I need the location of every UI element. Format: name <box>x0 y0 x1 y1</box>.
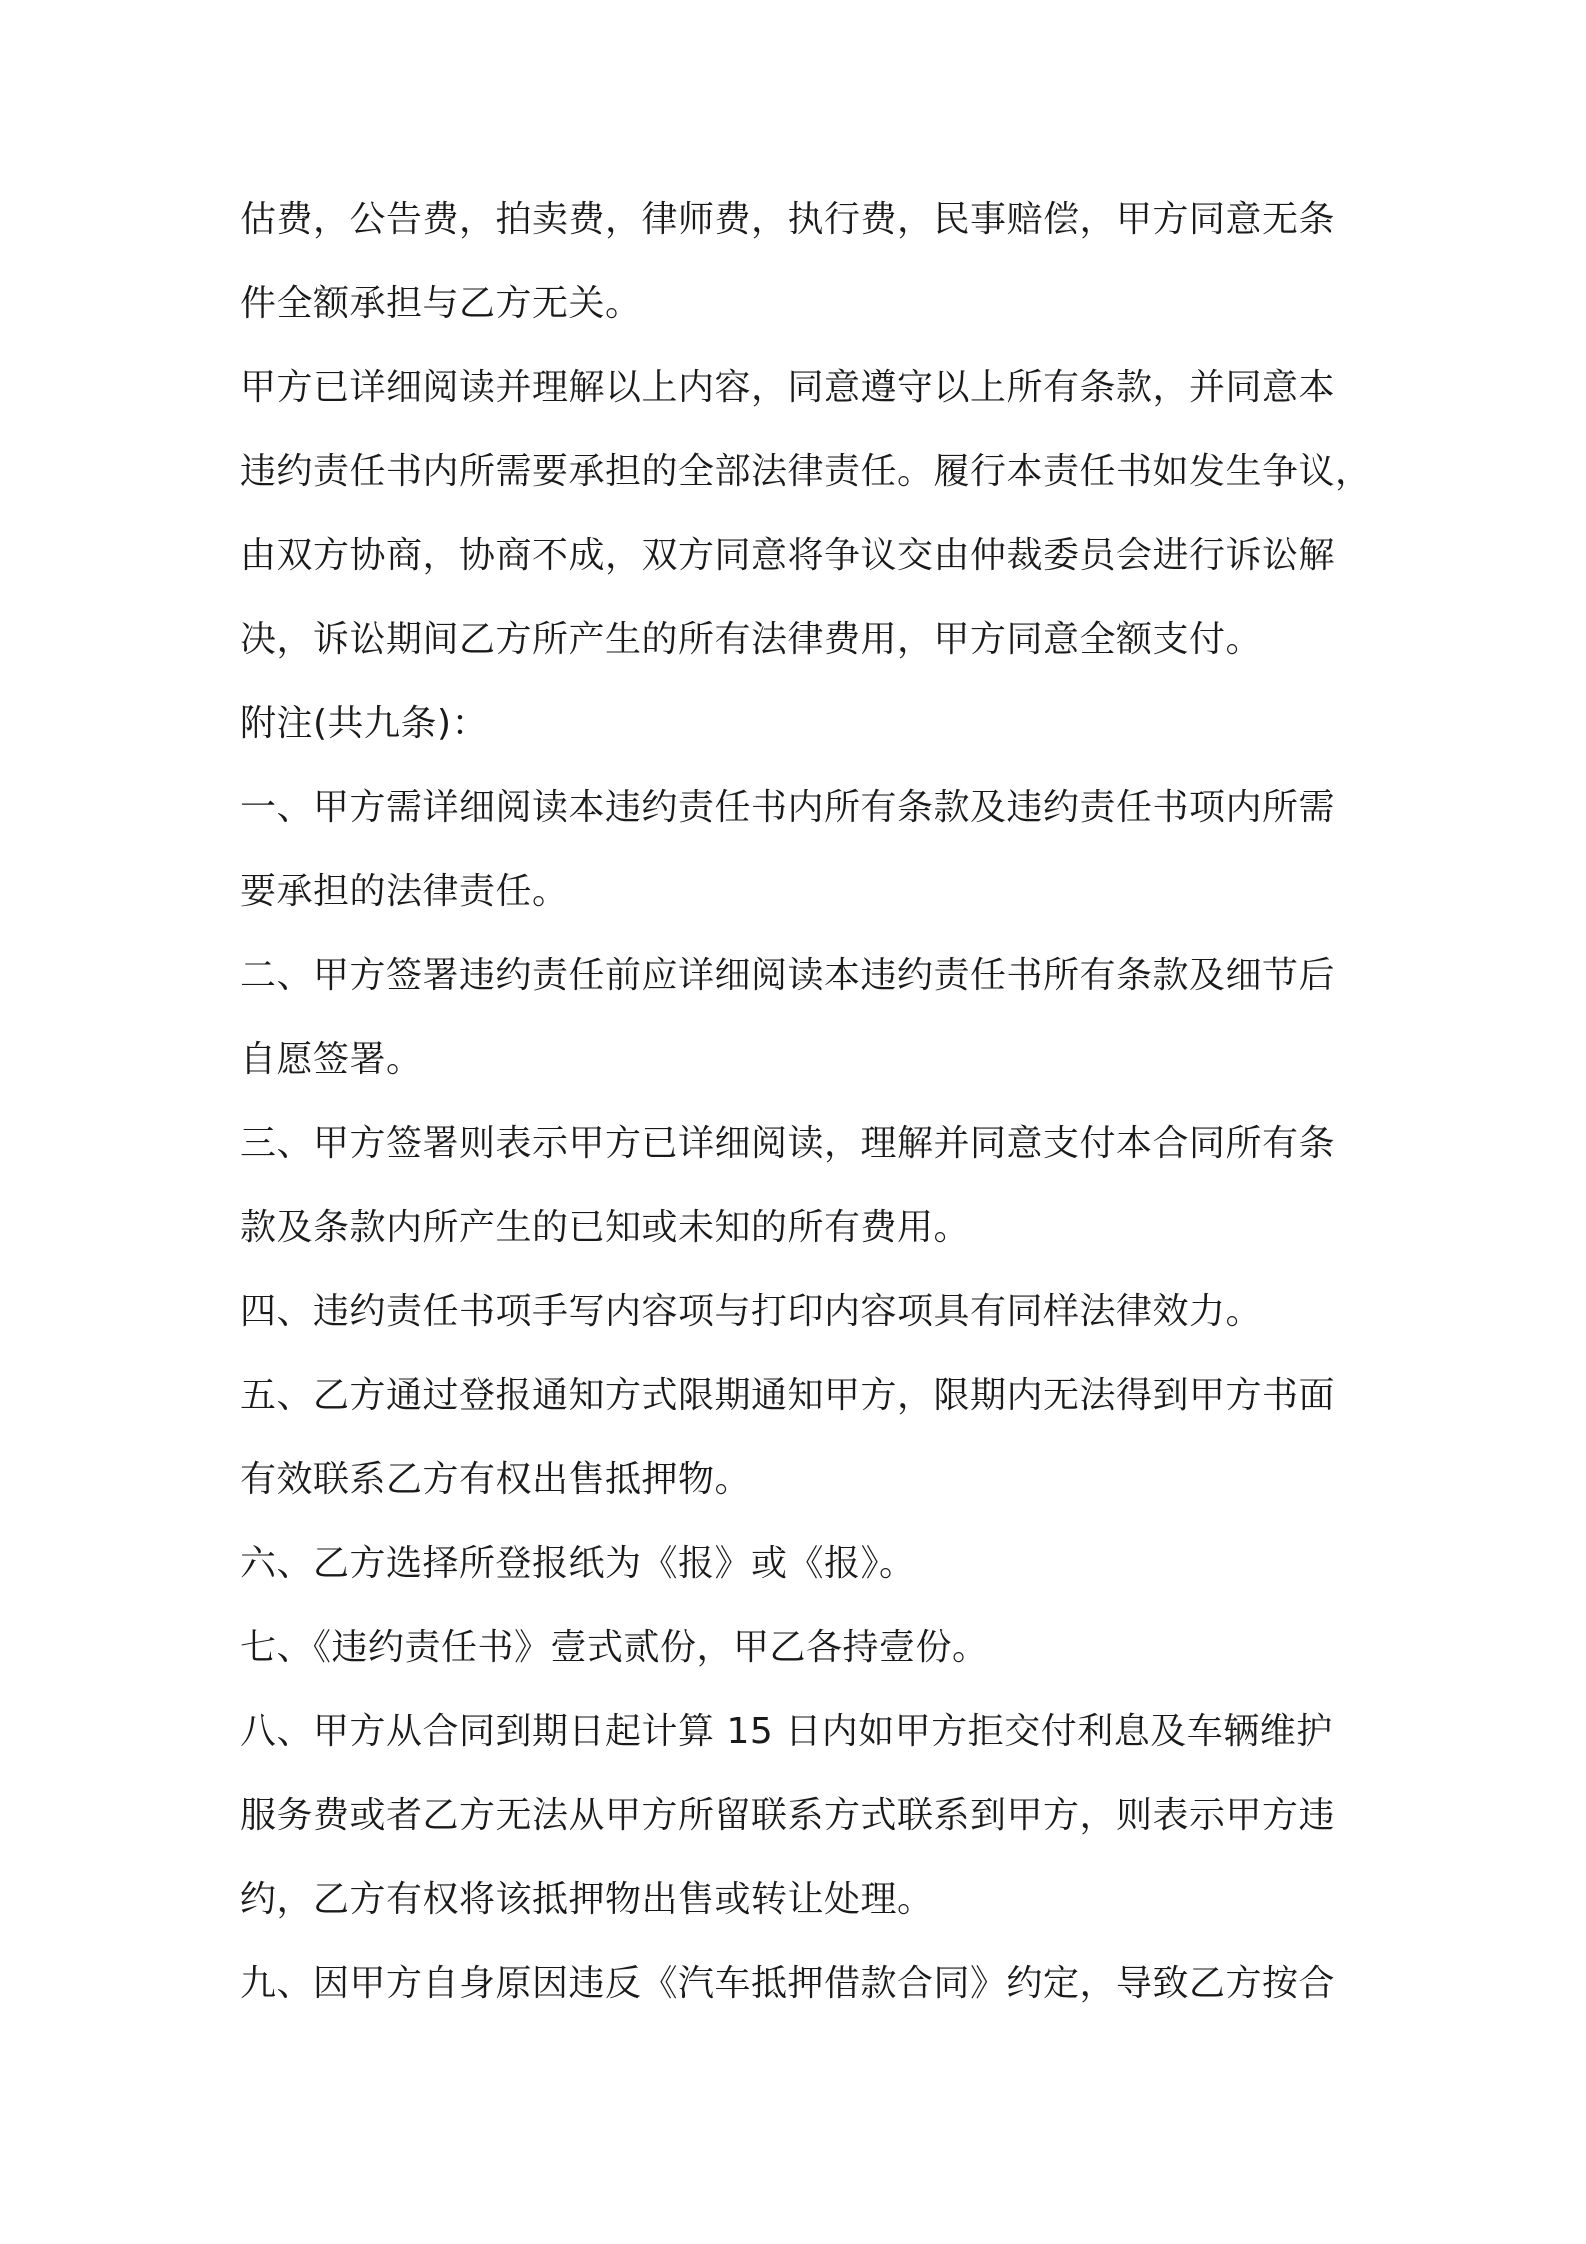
note-8-line: 八、甲方从合同到期日起计算 15 日内如甲方拒交付利息及车辆维护 <box>240 1711 1333 1752</box>
text-line: 甲方已详细阅读并理解以上内容，同意遵守以上所有条款，并同意本 <box>240 367 1336 408</box>
note-1-line: 一、甲方需详细阅读本违约责任书内所有条款及违约责任书项内所需 <box>240 787 1336 828</box>
note-9-line: 九、因甲方自身原因违反《汽车抵押借款合同》约定，导致乙方按合 <box>240 1963 1336 2004</box>
text-line: 决，诉讼期间乙方所产生的所有法律费用，甲方同意全额支付。 <box>240 619 1263 660</box>
document-body <box>240 178 1380 2026</box>
note-2-line: 二、甲方签署违约责任前应详细阅读本违约责任书所有条款及细节后 <box>240 955 1336 996</box>
note-3-line: 款及条款内所产生的已知或未知的所有费用。 <box>240 1207 971 1248</box>
note-2-line: 自愿签署。 <box>240 1039 423 1080</box>
note-8-line: 约，乙方有权将该抵押物出售或转让处理。 <box>240 1879 934 1920</box>
note-5-line: 有效联系乙方有权出售抵押物。 <box>240 1459 752 1500</box>
text-line: 由双方协商，协商不成，双方同意将争议交由仲裁委员会进行诉讼解 <box>240 535 1336 576</box>
text-line: 估费，公告费，拍卖费，律师费，执行费，民事赔偿，甲方同意无条 <box>240 199 1336 240</box>
note-5-line: 五、乙方通过登报通知方式限期通知甲方，限期内无法得到甲方书面 <box>240 1375 1336 1416</box>
note-6-line: 六、乙方选择所登报纸为《报》或《报》。 <box>240 1543 916 1584</box>
note-7-line: 七、《违约责任书》壹式贰份，甲乙各持壹份。 <box>240 1627 989 1668</box>
note-8-line: 服务费或者乙方无法从甲方所留联系方式联系到甲方，则表示甲方违 <box>240 1795 1336 1836</box>
text-line: 违约责任书内所需要承担的全部法律责任。履行本责任书如发生争议， <box>240 451 1372 492</box>
note-1-line: 要承担的法律责任。 <box>240 871 569 912</box>
notes-heading: 附注(共九条)： <box>240 703 489 744</box>
text-line: 件全额承担与乙方无关。 <box>240 283 642 324</box>
note-4-line: 四、违约责任书项手写内容项与打印内容项具有同样法律效力。 <box>240 1291 1263 1332</box>
note-3-line: 三、甲方签署则表示甲方已详细阅读，理解并同意支付本合同所有条 <box>240 1123 1336 1164</box>
